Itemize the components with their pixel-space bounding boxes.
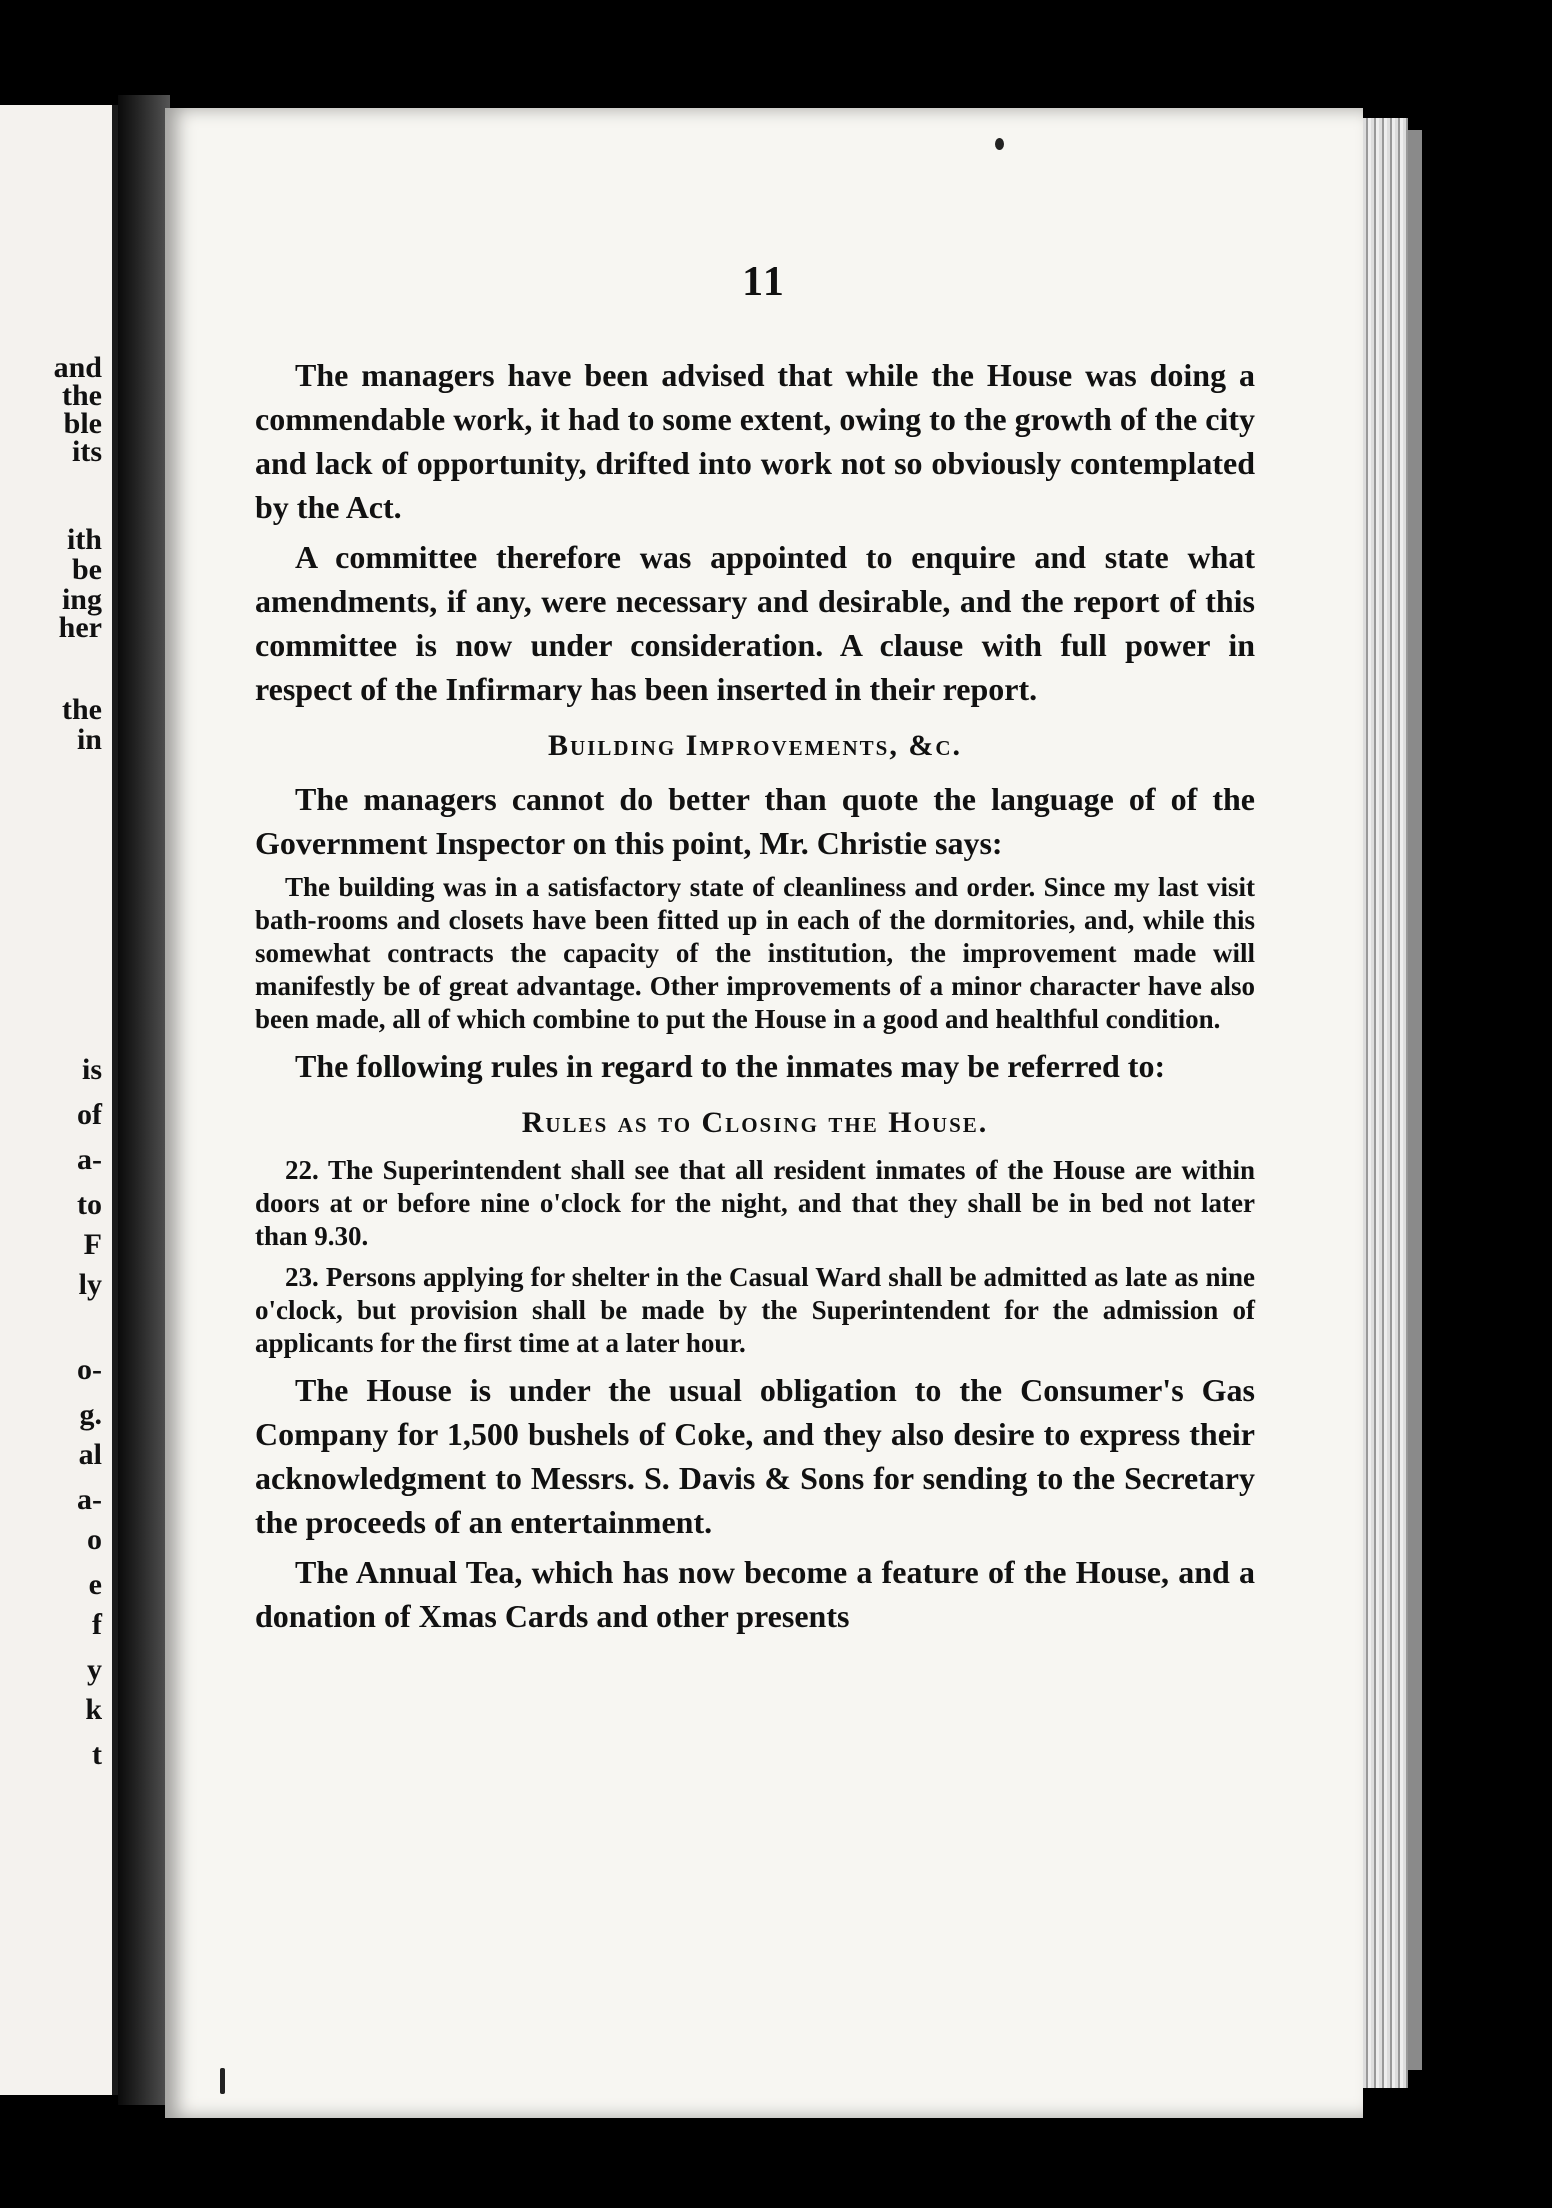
facing-page bbox=[0, 105, 118, 2095]
paragraph: The following rules in regard to the inmates may be referred to: bbox=[295, 1048, 1166, 1084]
facing-fragment: of bbox=[77, 1098, 102, 1131]
paragraph: The managers have been advised that while the House was doing a commendable work, it had to some extent, owing to the growth of the city and lack of opportunity, drifted into work not so obviously contemplated by the Act. bbox=[255, 357, 1255, 525]
book-gutter bbox=[118, 95, 170, 2105]
facing-fragment: f bbox=[92, 1608, 102, 1641]
facing-fragment: the bbox=[62, 379, 102, 412]
facing-fragment: is bbox=[81, 1053, 102, 1086]
page-edges bbox=[1363, 118, 1408, 2088]
facing-fragment: al bbox=[78, 1438, 102, 1471]
rule-22: 22. The Superintendent shall see that all resident inmates of the House are within doors at or before nine o'clock for the night, and that they shall be in bed not later than 9.30. bbox=[255, 1155, 1255, 1251]
ink-speck bbox=[995, 138, 1004, 150]
facing-fragment: y bbox=[87, 1653, 102, 1686]
facing-fragment: g. bbox=[79, 1398, 102, 1431]
facing-fragment: and bbox=[53, 351, 102, 384]
section-heading: Rules as to Closing the House. bbox=[521, 1106, 989, 1139]
facing-fragment: ith bbox=[66, 523, 102, 556]
facing-fragment: the bbox=[62, 693, 102, 726]
paragraph: The managers cannot do better than quote the language of of the Government Inspector on this point, Mr. Christie says: bbox=[255, 781, 1255, 861]
page-number: 11 bbox=[742, 259, 786, 305]
facing-fragment: be bbox=[72, 553, 102, 586]
facing-fragment: a- bbox=[77, 1143, 102, 1176]
facing-fragment: its bbox=[72, 435, 102, 468]
book-page bbox=[165, 108, 1363, 2118]
facing-fragment: a- bbox=[77, 1483, 102, 1516]
paragraph: The House is under the usual obligation to the Consumer's Gas Company for 1,500 bushels of Coke, and they also desire to express their acknowledgment to Messrs. S. Davis & Sons for sending to the Secretary the proceeds of an entertainment. bbox=[255, 1372, 1255, 1540]
facing-fragment: ly bbox=[78, 1268, 102, 1301]
section-heading: Building Improvements, &c. bbox=[547, 729, 963, 762]
ink-speck bbox=[220, 2068, 225, 2094]
paragraph: The Annual Tea, which has now become a feature of the House, and a donation of Xmas Cards and other presents bbox=[255, 1554, 1255, 1634]
book-cover-edge bbox=[1408, 130, 1422, 2070]
inspector-quote: The building was in a satisfactory state of cleanliness and order. Since my last visit bath-rooms and closets have been fitted up in each of the dormitories, and, while this somewhat contracts the capacity of the institution, the improvement made will manifestly be of great advantage. Other improvements of a minor character have also been made, all of which combine to put the House in a good and healthful condition. bbox=[255, 872, 1255, 1034]
facing-fragment: F bbox=[83, 1228, 102, 1261]
facing-fragment: her bbox=[58, 611, 102, 644]
rule-23: 23. Persons applying for shelter in the Casual Ward shall be admitted as late as nine o'clock, but provision shall be made by the Superintendent for the admission of applicants for the first time at a later hour. bbox=[255, 1262, 1255, 1358]
facing-fragment: in bbox=[76, 723, 102, 756]
facing-fragment: t bbox=[92, 1738, 102, 1771]
facing-fragment: ble bbox=[63, 407, 102, 440]
facing-fragment: e bbox=[88, 1568, 102, 1601]
facing-fragment: to bbox=[77, 1188, 102, 1221]
facing-fragment: o bbox=[87, 1523, 102, 1556]
paragraph: A committee therefore was appointed to enquire and state what amendments, if any, were necessary and desirable, and the report of this committee is now under consideration. A clause with full power in respect of the Infirmary has been inserted in their report. bbox=[255, 539, 1255, 707]
body-top bbox=[255, 353, 1255, 1644]
facing-fragment: o- bbox=[77, 1353, 102, 1386]
facing-fragment: k bbox=[85, 1693, 102, 1726]
facing-fragment: ing bbox=[61, 583, 102, 616]
